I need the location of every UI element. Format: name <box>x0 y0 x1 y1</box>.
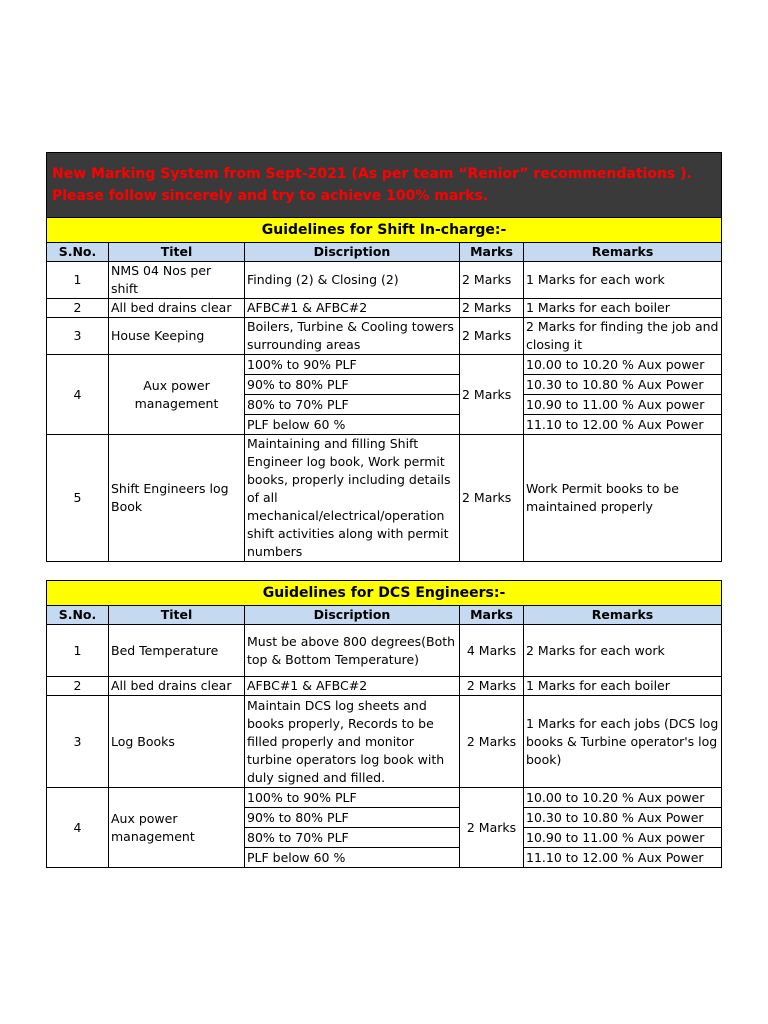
dcs-engineers-section <box>46 580 721 868</box>
row-description: 100% to 90% PLF <box>245 788 460 808</box>
table-header <box>47 243 722 262</box>
row-remarks: 10.00 to 10.20 % Aux power <box>524 788 722 808</box>
row-remarks: 10.30 to 10.80 % Aux Power <box>524 808 722 828</box>
row-remarks: 1 Marks for each boiler <box>524 299 722 318</box>
col-sno: S.No. <box>47 243 109 262</box>
row-marks: 2 Marks <box>460 677 524 696</box>
shift-incharge-section <box>46 152 721 562</box>
row-title: All bed drains clear <box>109 677 245 696</box>
table-row <box>47 299 722 318</box>
row-marks: 2 Marks <box>460 788 524 868</box>
row-sno: 3 <box>47 318 109 355</box>
row-title: All bed drains clear <box>109 299 245 318</box>
row-title: NMS 04 Nos per shift <box>109 262 245 299</box>
row-marks: 2 Marks <box>460 318 524 355</box>
row-sno: 4 <box>47 788 109 868</box>
shift-incharge-title: Guidelines for Shift In-charge:- <box>47 218 722 243</box>
row-description: AFBC#1 & AFBC#2 <box>245 299 460 318</box>
row-description: 90% to 80% PLF <box>245 808 460 828</box>
row-marks: 2 Marks <box>460 299 524 318</box>
row-title: Log Books <box>109 696 245 788</box>
row-marks: 2 Marks <box>460 435 524 562</box>
row-remarks: 2 Marks for finding the job and closing it <box>524 318 722 355</box>
table-header <box>47 606 722 625</box>
row-description: Must be above 800 degrees(Both top & Bottom Temperature) <box>245 625 460 677</box>
table-row <box>47 677 722 696</box>
row-description: Finding (2) & Closing (2) <box>245 262 460 299</box>
row-title: Bed Temperature <box>109 625 245 677</box>
col-remarks: Remarks <box>524 243 722 262</box>
row-sno: 1 <box>47 262 109 299</box>
row-title: Aux power management <box>109 788 245 868</box>
marking-system-banner: New Marking System from Sept-2021 (As per team “Renior” recommendations ). Please follow sincerely and try to achieve 100% marks. <box>47 153 722 218</box>
row-marks: 2 Marks <box>460 262 524 299</box>
row-title: Shift Engineers log Book <box>109 435 245 562</box>
row-remarks: 10.00 to 10.20 % Aux power <box>524 355 722 375</box>
row-remarks: 10.90 to 11.00 % Aux power <box>524 395 722 415</box>
row-description: AFBC#1 & AFBC#2 <box>245 677 460 696</box>
col-title: Titel <box>109 606 245 625</box>
row-description: Maintaining and filling Shift Engineer log book, Work permit books, properly including details of all mechanical/electrical/operation shift activities along with permit numbers <box>245 435 460 562</box>
shift-incharge-table <box>46 152 722 562</box>
table-row <box>47 435 722 562</box>
row-sno: 2 <box>47 299 109 318</box>
dcs-engineers-title: Guidelines for DCS Engineers:- <box>47 581 722 606</box>
col-remarks: Remarks <box>524 606 722 625</box>
row-description: 90% to 80% PLF <box>245 375 460 395</box>
table-row <box>47 696 722 788</box>
row-description: Boilers, Turbine & Cooling towers surrounding areas <box>245 318 460 355</box>
row-sno: 1 <box>47 625 109 677</box>
row-remarks: 1 Marks for each boiler <box>524 677 722 696</box>
row-title: Aux power management <box>109 355 245 435</box>
col-marks: Marks <box>460 243 524 262</box>
row-remarks: 10.30 to 10.80 % Aux Power <box>524 375 722 395</box>
row-sno: 5 <box>47 435 109 562</box>
row-description: 80% to 70% PLF <box>245 828 460 848</box>
row-description: 100% to 90% PLF <box>245 355 460 375</box>
row-marks: 2 Marks <box>460 355 524 435</box>
row-title: House Keeping <box>109 318 245 355</box>
table-row <box>47 355 722 375</box>
row-remarks: 2 Marks for each work <box>524 625 722 677</box>
row-description: PLF below 60 % <box>245 848 460 868</box>
row-remarks: 10.90 to 11.00 % Aux power <box>524 828 722 848</box>
row-description: Maintain DCS log sheets and books properly, Records to be filled properly and monitor turbine operators log book with duly signed and filled. <box>245 696 460 788</box>
row-remarks: 1 Marks for each work <box>524 262 722 299</box>
row-sno: 3 <box>47 696 109 788</box>
col-description: Discription <box>245 606 460 625</box>
table-row <box>47 318 722 355</box>
table-row <box>47 625 722 677</box>
row-description: 80% to 70% PLF <box>245 395 460 415</box>
row-sno: 4 <box>47 355 109 435</box>
row-description: PLF below 60 % <box>245 415 460 435</box>
table-row <box>47 262 722 299</box>
row-sno: 2 <box>47 677 109 696</box>
dcs-engineers-table <box>46 580 722 868</box>
col-description: Discription <box>245 243 460 262</box>
table-row <box>47 788 722 808</box>
col-sno: S.No. <box>47 606 109 625</box>
row-remarks: 11.10 to 12.00 % Aux Power <box>524 415 722 435</box>
row-remarks: 1 Marks for each jobs (DCS log books & Turbine operator's log book) <box>524 696 722 788</box>
row-marks: 2 Marks <box>460 696 524 788</box>
row-remarks: 11.10 to 12.00 % Aux Power <box>524 848 722 868</box>
row-remarks: Work Permit books to be maintained properly <box>524 435 722 562</box>
row-marks: 4 Marks <box>460 625 524 677</box>
col-title: Titel <box>109 243 245 262</box>
col-marks: Marks <box>460 606 524 625</box>
